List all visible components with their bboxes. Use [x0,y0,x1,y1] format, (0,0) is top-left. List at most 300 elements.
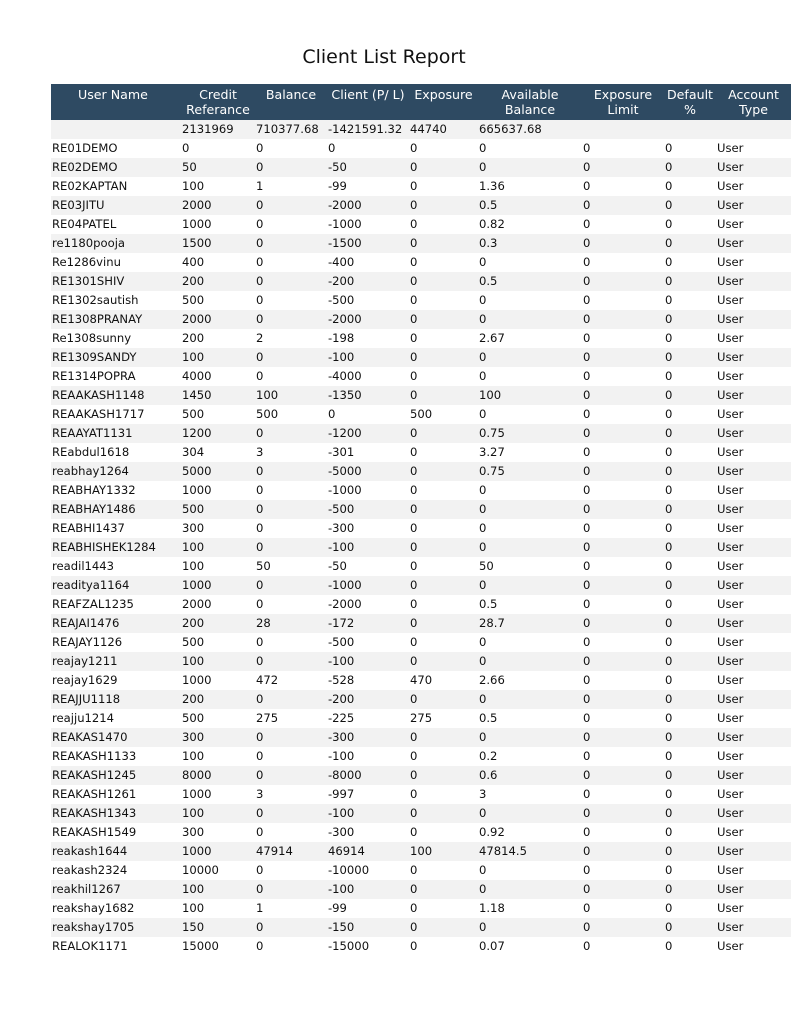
table-row [51,500,791,519]
exposure-limit-cell: 0 [582,880,664,899]
client-pl-cell: -99 [327,177,409,196]
client-pl-cell: -500 [327,633,409,652]
available-balance-cell: 0.82 [478,215,582,234]
exposure-cell: 0 [409,500,478,519]
user-name-cell: REabdul1618 [51,443,181,462]
user-name-cell: Re1308sunny [51,329,181,348]
exposure-limit-cell: 0 [582,348,664,367]
table-row [51,367,791,386]
credit-referance-cell: 500 [181,709,255,728]
available-balance-cell: 0 [478,652,582,671]
balance-cell: 0 [255,937,327,956]
credit-referance-cell: 300 [181,519,255,538]
balance-cell: 0 [255,576,327,595]
user-name-cell: RE01DEMO [51,139,181,158]
user-name-cell: reajay1211 [51,652,181,671]
balance-cell: 0 [255,747,327,766]
balance-cell: 100 [255,386,327,405]
client-pl-cell: -99 [327,899,409,918]
user-name-cell: REAJAY1126 [51,633,181,652]
default-percent-cell: 0 [664,329,716,348]
balance-cell: 50 [255,557,327,576]
totals-cell: 44740 [409,120,478,139]
credit-referance-cell: 1000 [181,481,255,500]
available-balance-cell: 0.75 [478,424,582,443]
default-percent-cell: 0 [664,405,716,424]
account-type-cell: User [716,614,791,633]
available-balance-cell: 0 [478,576,582,595]
account-type-cell: User [716,234,791,253]
credit-referance-cell: 1000 [181,576,255,595]
default-percent-cell: 0 [664,139,716,158]
user-name-cell: reakash1644 [51,842,181,861]
client-pl-cell: -100 [327,804,409,823]
table-row [51,595,791,614]
table-row [51,918,791,937]
user-name-cell: RE1314POPRA [51,367,181,386]
page-title: Client List Report [302,46,466,68]
balance-cell: 472 [255,671,327,690]
exposure-limit-cell: 0 [582,291,664,310]
exposure-cell: 0 [409,614,478,633]
exposure-cell: 470 [409,671,478,690]
available-balance-cell: 0 [478,880,582,899]
totals-cell: -1421591.32 [327,120,409,139]
table-row [51,690,791,709]
available-balance-cell: 0.5 [478,196,582,215]
credit-referance-cell: 5000 [181,462,255,481]
account-type-cell: User [716,329,791,348]
exposure-limit-cell: 0 [582,785,664,804]
client-pl-cell: -1200 [327,424,409,443]
credit-referance-cell: 300 [181,728,255,747]
client-pl-cell: -150 [327,918,409,937]
credit-referance-cell: 200 [181,272,255,291]
default-percent-cell: 0 [664,386,716,405]
available-balance-cell: 1.18 [478,899,582,918]
exposure-cell: 275 [409,709,478,728]
exposure-limit-cell: 0 [582,177,664,196]
balance-cell: 3 [255,443,327,462]
account-type-cell: User [716,443,791,462]
account-type-cell: User [716,272,791,291]
available-balance-cell: 0 [478,367,582,386]
available-balance-cell: 0 [478,253,582,272]
credit-referance-cell: 15000 [181,937,255,956]
user-name-cell: reabhay1264 [51,462,181,481]
exposure-cell: 0 [409,424,478,443]
exposure-cell: 0 [409,272,478,291]
client-pl-cell: -200 [327,690,409,709]
account-type-cell: User [716,899,791,918]
user-name-cell: reakash2324 [51,861,181,880]
user-name-cell: REABHISHEK1284 [51,538,181,557]
client-pl-cell: -500 [327,291,409,310]
user-name-cell: REAAKASH1717 [51,405,181,424]
credit-referance-cell: 100 [181,652,255,671]
table-row [51,291,791,310]
column-header-account-type: Account Type [716,84,791,120]
client-pl-cell: -100 [327,652,409,671]
account-type-cell: User [716,310,791,329]
credit-referance-cell: 500 [181,633,255,652]
table-row [51,804,791,823]
credit-referance-cell: 100 [181,177,255,196]
user-name-cell: REAKAS1470 [51,728,181,747]
user-name-cell: Re1286vinu [51,253,181,272]
user-name-cell: RE03JITU [51,196,181,215]
exposure-cell: 0 [409,158,478,177]
table-row [51,576,791,595]
table-row [51,671,791,690]
exposure-limit-cell: 0 [582,253,664,272]
table-row [51,823,791,842]
account-type-cell: User [716,595,791,614]
balance-cell: 0 [255,519,327,538]
user-name-cell: REAKASH1261 [51,785,181,804]
available-balance-cell: 0.5 [478,272,582,291]
exposure-cell: 0 [409,215,478,234]
client-pl-cell: -15000 [327,937,409,956]
user-name-cell: REAJJU1118 [51,690,181,709]
table-row [51,329,791,348]
balance-cell: 2 [255,329,327,348]
table-row [51,253,791,272]
user-name-cell: REABHAY1332 [51,481,181,500]
client-pl-cell: -1000 [327,576,409,595]
credit-referance-cell: 4000 [181,367,255,386]
default-percent-cell: 0 [664,291,716,310]
credit-referance-cell: 8000 [181,766,255,785]
credit-referance-cell: 300 [181,823,255,842]
account-type-cell: User [716,177,791,196]
credit-referance-cell: 150 [181,918,255,937]
client-pl-cell: -100 [327,538,409,557]
balance-cell: 0 [255,690,327,709]
exposure-cell: 0 [409,310,478,329]
exposure-cell: 0 [409,177,478,196]
credit-referance-cell: 1450 [181,386,255,405]
column-header-available-balance: Available Balance [478,84,582,120]
table-row [51,842,791,861]
exposure-cell: 0 [409,728,478,747]
exposure-cell: 0 [409,652,478,671]
exposure-limit-cell: 0 [582,747,664,766]
default-percent-cell: 0 [664,652,716,671]
table-row [51,519,791,538]
exposure-limit-cell: 0 [582,481,664,500]
account-type-cell: User [716,367,791,386]
default-percent-cell: 0 [664,538,716,557]
exposure-limit-cell: 0 [582,215,664,234]
exposure-limit-cell: 0 [582,139,664,158]
credit-referance-cell: 1000 [181,215,255,234]
credit-referance-cell: 1200 [181,424,255,443]
account-type-cell: User [716,861,791,880]
account-type-cell: User [716,500,791,519]
balance-cell: 0 [255,139,327,158]
credit-referance-cell: 1000 [181,785,255,804]
credit-referance-cell: 200 [181,690,255,709]
balance-cell: 47914 [255,842,327,861]
exposure-cell: 0 [409,234,478,253]
default-percent-cell: 0 [664,576,716,595]
credit-referance-cell: 2000 [181,196,255,215]
client-pl-cell: -2000 [327,595,409,614]
exposure-limit-cell: 0 [582,367,664,386]
client-pl-cell: -500 [327,500,409,519]
exposure-limit-cell: 0 [582,918,664,937]
table-row [51,405,791,424]
client-pl-cell: -997 [327,785,409,804]
account-type-cell: User [716,804,791,823]
default-percent-cell: 0 [664,215,716,234]
account-type-cell: User [716,253,791,272]
client-pl-cell: 46914 [327,842,409,861]
balance-cell: 0 [255,158,327,177]
available-balance-cell: 0 [478,500,582,519]
account-type-cell: User [716,766,791,785]
default-percent-cell: 0 [664,766,716,785]
exposure-limit-cell: 0 [582,329,664,348]
balance-cell: 0 [255,424,327,443]
user-name-cell: RE1308PRANAY [51,310,181,329]
exposure-cell: 0 [409,196,478,215]
user-name-cell: REABHI1437 [51,519,181,538]
column-header-credit-referance: Credit Referance [181,84,255,120]
default-percent-cell: 0 [664,804,716,823]
balance-cell: 1 [255,177,327,196]
exposure-limit-cell: 0 [582,405,664,424]
account-type-cell: User [716,880,791,899]
exposure-limit-cell: 0 [582,538,664,557]
account-type-cell: User [716,633,791,652]
column-header-default-percent: Default % [664,84,716,120]
available-balance-cell: 3 [478,785,582,804]
balance-cell: 0 [255,272,327,291]
account-type-cell: User [716,937,791,956]
default-percent-cell: 0 [664,937,716,956]
account-type-cell: User [716,291,791,310]
totals-cell: 665637.68 [478,120,582,139]
available-balance-cell: 0.3 [478,234,582,253]
credit-referance-cell: 100 [181,804,255,823]
table-row [51,310,791,329]
totals-row [51,120,791,139]
exposure-limit-cell: 0 [582,576,664,595]
exposure-limit-cell: 0 [582,234,664,253]
exposure-limit-cell: 0 [582,823,664,842]
totals-cell: 710377.68 [255,120,327,139]
user-name-cell: RE1302sautish [51,291,181,310]
exposure-limit-cell: 0 [582,690,664,709]
client-pl-cell: -301 [327,443,409,462]
client-pl-cell: -1000 [327,215,409,234]
account-type-cell: User [716,576,791,595]
exposure-limit-cell: 0 [582,500,664,519]
table-header [51,84,791,120]
exposure-cell: 0 [409,538,478,557]
credit-referance-cell: 100 [181,747,255,766]
exposure-cell: 0 [409,576,478,595]
credit-referance-cell: 2000 [181,595,255,614]
client-pl-cell: 0 [327,139,409,158]
available-balance-cell: 0 [478,918,582,937]
default-percent-cell: 0 [664,823,716,842]
default-percent-cell: 0 [664,481,716,500]
account-type-cell: User [716,557,791,576]
account-type-cell: User [716,785,791,804]
table-row [51,215,791,234]
table-row [51,557,791,576]
available-balance-cell: 0 [478,804,582,823]
client-pl-cell: -50 [327,158,409,177]
client-pl-cell: -8000 [327,766,409,785]
exposure-cell: 0 [409,690,478,709]
column-header-exposure: Exposure [409,84,478,120]
default-percent-cell: 0 [664,709,716,728]
available-balance-cell: 47814.5 [478,842,582,861]
user-name-cell: REABHAY1486 [51,500,181,519]
user-name-cell: RE1309SANDY [51,348,181,367]
exposure-limit-cell: 0 [582,899,664,918]
balance-cell: 0 [255,500,327,519]
balance-cell: 0 [255,367,327,386]
exposure-limit-cell: 0 [582,861,664,880]
client-pl-cell: -2000 [327,196,409,215]
table-row [51,652,791,671]
exposure-limit-cell: 0 [582,633,664,652]
totals-cell [582,120,664,139]
exposure-cell: 0 [409,899,478,918]
credit-referance-cell: 100 [181,557,255,576]
client-pl-cell: 0 [327,405,409,424]
client-pl-cell: -50 [327,557,409,576]
exposure-cell: 0 [409,861,478,880]
user-name-cell: readitya1164 [51,576,181,595]
available-balance-cell: 0 [478,291,582,310]
account-type-cell: User [716,652,791,671]
exposure-cell: 0 [409,823,478,842]
exposure-cell: 0 [409,481,478,500]
client-pl-cell: -528 [327,671,409,690]
table-row [51,481,791,500]
default-percent-cell: 0 [664,348,716,367]
exposure-limit-cell: 0 [582,652,664,671]
available-balance-cell: 0.5 [478,595,582,614]
default-percent-cell: 0 [664,747,716,766]
exposure-limit-cell: 0 [582,671,664,690]
credit-referance-cell: 100 [181,899,255,918]
credit-referance-cell: 2000 [181,310,255,329]
user-name-cell: reakshay1705 [51,918,181,937]
default-percent-cell: 0 [664,842,716,861]
exposure-cell: 0 [409,367,478,386]
available-balance-cell: 0 [478,158,582,177]
table-row [51,747,791,766]
client-pl-cell: -1350 [327,386,409,405]
account-type-cell: User [716,139,791,158]
column-header-exposure-limit: Exposure Limit [582,84,664,120]
account-type-cell: User [716,747,791,766]
exposure-limit-cell: 0 [582,595,664,614]
default-percent-cell: 0 [664,728,716,747]
account-type-cell: User [716,158,791,177]
balance-cell: 275 [255,709,327,728]
exposure-cell: 0 [409,443,478,462]
account-type-cell: User [716,196,791,215]
table-row [51,196,791,215]
exposure-limit-cell: 0 [582,766,664,785]
available-balance-cell: 0 [478,633,582,652]
account-type-cell: User [716,842,791,861]
default-percent-cell: 0 [664,310,716,329]
client-pl-cell: -198 [327,329,409,348]
exposure-cell: 500 [409,405,478,424]
available-balance-cell: 0 [478,690,582,709]
client-pl-cell: -100 [327,880,409,899]
table-row [51,709,791,728]
exposure-cell: 0 [409,747,478,766]
exposure-cell: 0 [409,462,478,481]
credit-referance-cell: 100 [181,348,255,367]
credit-referance-cell: 50 [181,158,255,177]
table-row [51,633,791,652]
default-percent-cell: 0 [664,880,716,899]
balance-cell: 0 [255,462,327,481]
exposure-cell: 0 [409,918,478,937]
balance-cell: 0 [255,804,327,823]
user-name-cell: RE1301SHIV [51,272,181,291]
available-balance-cell: 0.75 [478,462,582,481]
exposure-limit-cell: 0 [582,424,664,443]
available-balance-cell: 2.66 [478,671,582,690]
account-type-cell: User [716,424,791,443]
exposure-cell: 0 [409,557,478,576]
totals-cell [716,120,791,139]
account-type-cell: User [716,538,791,557]
account-type-cell: User [716,519,791,538]
exposure-cell: 0 [409,633,478,652]
column-header-balance: Balance [255,84,327,120]
table-row [51,234,791,253]
account-type-cell: User [716,215,791,234]
table-row [51,158,791,177]
credit-referance-cell: 500 [181,500,255,519]
exposure-cell: 0 [409,253,478,272]
default-percent-cell: 0 [664,158,716,177]
table-row [51,785,791,804]
available-balance-cell: 0 [478,728,582,747]
default-percent-cell: 0 [664,861,716,880]
default-percent-cell: 0 [664,918,716,937]
available-balance-cell: 0.5 [478,709,582,728]
balance-cell: 1 [255,899,327,918]
totals-cell: 2131969 [181,120,255,139]
client-pl-cell: -100 [327,348,409,367]
balance-cell: 28 [255,614,327,633]
default-percent-cell: 0 [664,462,716,481]
default-percent-cell: 0 [664,633,716,652]
balance-cell: 0 [255,253,327,272]
balance-cell: 0 [255,633,327,652]
user-name-cell: reajju1214 [51,709,181,728]
table-row [51,766,791,785]
exposure-limit-cell: 0 [582,557,664,576]
available-balance-cell: 0 [478,139,582,158]
account-type-cell: User [716,671,791,690]
available-balance-cell: 28.7 [478,614,582,633]
